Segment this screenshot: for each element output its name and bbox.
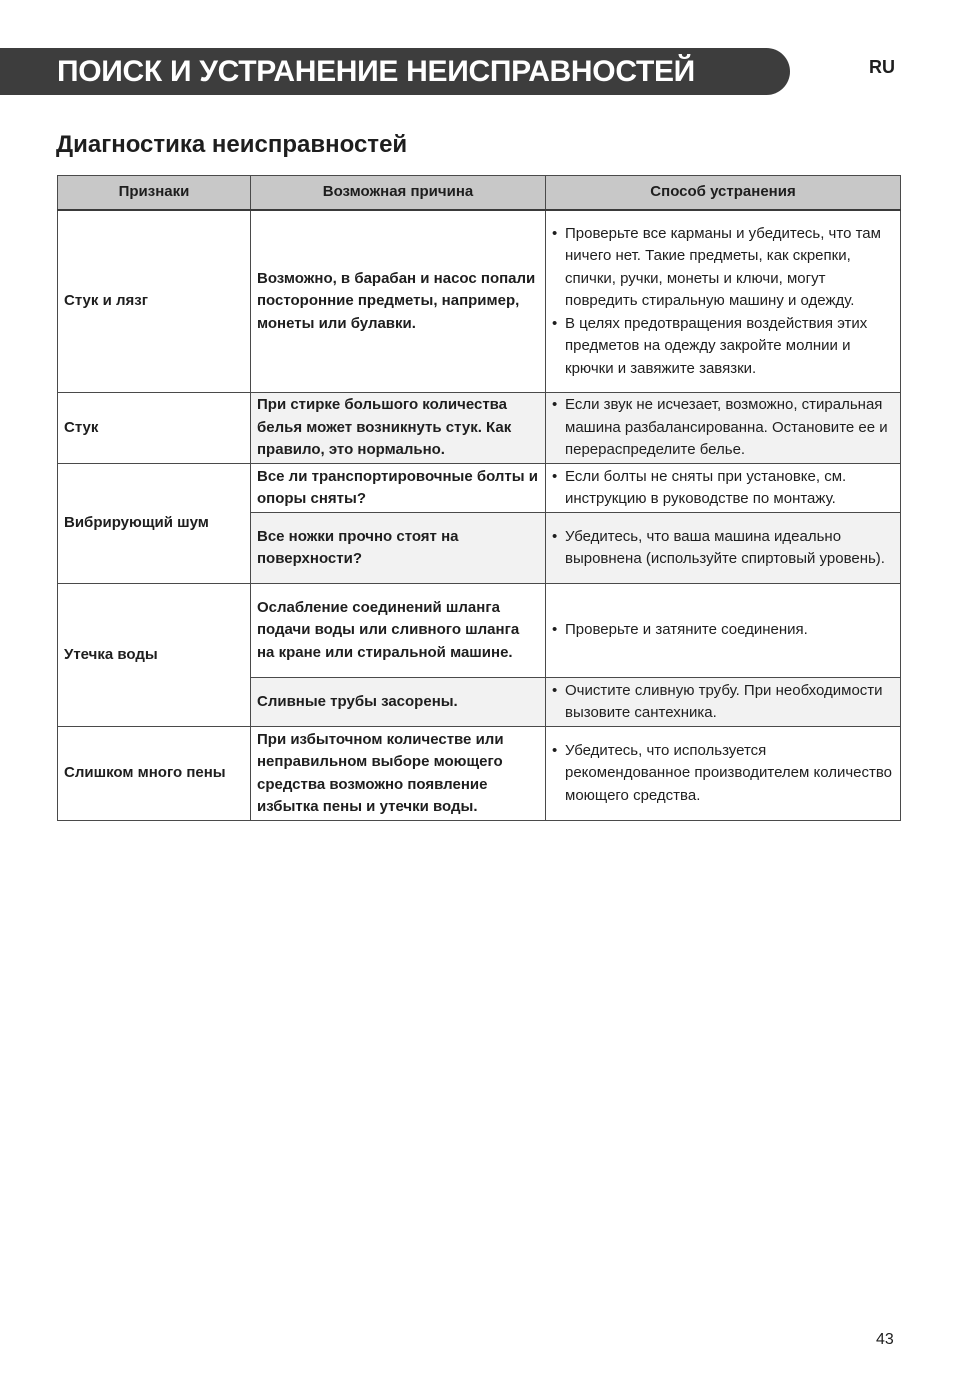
solution-cell [546,464,901,513]
cause-cell: Все ли транспортировочные болты и опоры сняты? [251,464,546,513]
solution-cell [546,678,901,727]
solution-cell [546,210,901,393]
column-header-symptoms: Признаки [58,176,251,210]
solution-bullet: • В целях предотвращения воздействия этих предметов на одежду закройте молнии и крючки и завяжите завязки. [552,313,894,381]
solution-cell [546,727,901,821]
symptom-cell: Стук и лязг [58,210,251,393]
page-title: ПОИСК И УСТРАНЕНИЕ НЕИСПРАВНОСТЕЙ [57,55,695,88]
symptom-cell: Стук [58,393,251,464]
solution-cell [546,513,901,584]
page-number: 43 [876,1331,894,1348]
header-bar [0,48,790,95]
column-header-cause: Возможная причина [251,176,546,210]
symptom-cell: Вибрирующий шум [58,464,251,584]
cause-cell: Все ножки прочно стоят на поверхности? [251,513,546,584]
table-row [58,464,901,513]
table-row [58,584,901,678]
cause-cell: Возможно, в барабан и насос попали посторонние предметы, например, монеты или булавки. [251,210,546,393]
solution-bullet: • Если болты не сняты при установке, см. инструкцию в руководстве по монтажу. [552,466,894,511]
language-label: RU [869,57,895,77]
table-header-row [58,176,901,210]
cause-cell: Ослабление соединений шланга подачи воды или сливного шланга на кране или стиральной машине. [251,584,546,678]
table-row [58,210,901,393]
table-row [58,393,901,464]
solution-bullet: • Если звук не исчезает, возможно, стиральная машина разбалансированна. Остановите ее и перераспределите белье. [552,394,894,462]
symptom-cell: Слишком много пены [58,727,251,821]
solution-bullet: • Убедитесь, что ваша машина идеально выровнена (используйте спиртовый уровень). [552,526,894,571]
section-title: Диагностика неисправностей [56,131,408,158]
cause-cell: При стирке большого количества белья может возникнуть стук. Как правило, это нормально. [251,393,546,464]
solution-bullet: • Очистите сливную трубу. При необходимости вызовите сантехника. [552,680,894,725]
cause-cell: При избыточном количестве или неправильном выборе моющего средства возможно появление избытка пены и утечки воды. [251,727,546,821]
symptom-cell: Утечка воды [58,584,251,727]
solution-cell [546,584,901,678]
solution-bullet: • Убедитесь, что используется рекомендованное производителем количество моющего средства. [552,740,894,808]
column-header-solution: Способ устранения [546,176,901,210]
cause-cell: Сливные трубы засорены. [251,678,546,727]
solution-bullet: • Проверьте все карманы и убедитесь, что там ничего нет. Такие предметы, как скрепки, спички, ручки, монеты и ключи, могут повредить стиральную машину и одежду. [552,223,894,313]
solution-bullet: • Проверьте и затяните соединения. [552,619,894,642]
table-row [58,727,901,821]
solution-cell [546,393,901,464]
troubleshooting-table [57,175,901,821]
